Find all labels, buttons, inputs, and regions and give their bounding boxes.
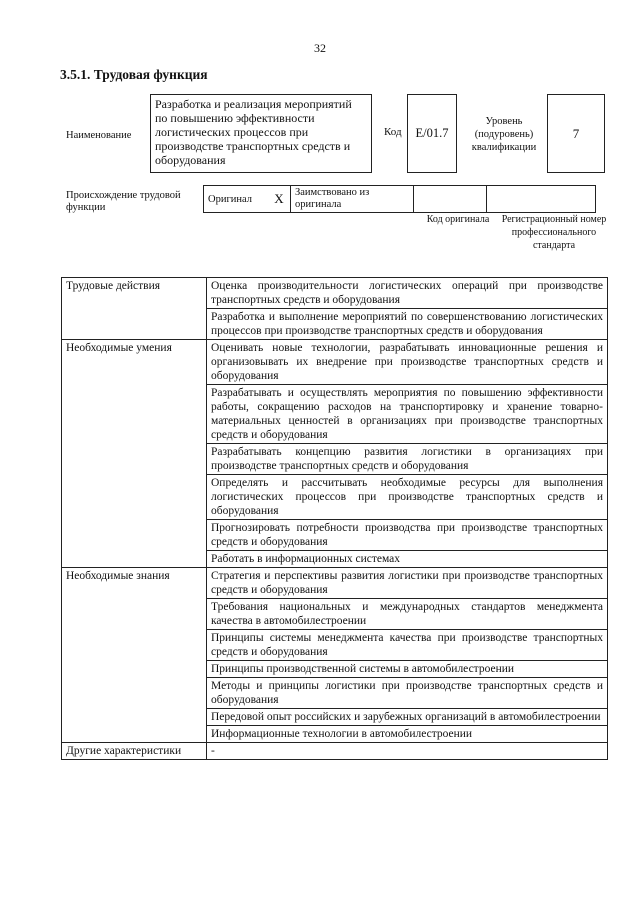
skill-item: Определять и рассчитывать необходимые ресурсы для выполнения логистических процессов при производстве транспортных средств и оборудования (207, 475, 608, 520)
knowledge-item: Передовой опыт российских и зарубежных организаций в автомобилестроении (207, 709, 608, 726)
knowledge-item: Стратегия и перспективы развития логистики при производстве транспортных средств и оборудования (207, 568, 608, 599)
level-value-box: 7 (547, 94, 605, 173)
page-number: 32 (314, 41, 326, 55)
skills-label: Необходимые умения (62, 340, 207, 568)
skill-item: Оценивать новые технологии, разрабатывать инновационные решения и организовывать их внедрение при производстве транспортных средств и оборудования (207, 340, 608, 385)
knowledge-item: Принципы производственной системы в автомобилестроении (207, 661, 608, 678)
function-code-box: E/01.7 (407, 94, 457, 173)
name-label: Наименование (66, 130, 132, 141)
other-characteristics-label: Другие характеристики (62, 743, 207, 760)
level-label: Уровень (подуровень) квалификации (471, 116, 537, 153)
original-mark: X (268, 186, 291, 213)
skill-item: Прогнозировать потребности производства при производстве транспортных средств и оборудования (207, 520, 608, 551)
knowledge-item: Методы и принципы логистики при производстве транспортных средств и оборудования (207, 678, 608, 709)
knowledge-item: Принципы системы менеджмента качества при производстве транспортных средств и оборудования (207, 630, 608, 661)
labor-action-item: Оценка производительности логистических операций при производстве транспортных средств и оборудования (207, 278, 608, 309)
knowledge-item: Требования национальных и международных стандартов менеджмента качества в автомобилестроении (207, 599, 608, 630)
registration-caption: Регистрационный номер профессионального стандарта (501, 214, 607, 251)
registration-number-cell (487, 186, 596, 213)
code-label: Код (384, 126, 402, 138)
knowledge-item: Информационные технологии в автомобилестроении (207, 726, 608, 743)
function-name-box: Разработка и реализация мероприятий по повышению эффективности логистических процессов при производстве транспортных средств и оборудования (150, 94, 372, 173)
origin-table (203, 185, 596, 213)
original-code-caption: Код оригинала (426, 214, 490, 225)
skill-item: Разрабатывать и осуществлять мероприятия по повышению эффективности работы, сокращению расходов на транспортировку и хранение товарно-материальных ценностей в организациях при производстве транспортных средств и оборудования (207, 385, 608, 444)
borrowed-label: Заимствовано из оригинала (291, 186, 414, 213)
other-characteristics-value: - (207, 743, 608, 760)
knowledge-label: Необходимые знания (62, 568, 207, 743)
labor-actions-label: Трудовые действия (62, 278, 207, 340)
section-title: 3.5.1. Трудовая функция (60, 67, 208, 82)
skill-item: Разрабатывать концепцию развития логистики в организациях при производстве транспортных средств и оборудования (207, 444, 608, 475)
original-code-cell (414, 186, 487, 213)
original-label: Оригинал (204, 186, 269, 213)
skill-item: Работать в информационных системах (207, 551, 608, 568)
labor-action-item: Разработка и выполнение мероприятий по совершенствованию логистических процессов при производстве транспортных средств и оборудования (207, 309, 608, 340)
function-details-table (61, 277, 608, 760)
origin-label: Происхождение трудовой функции (66, 190, 181, 213)
